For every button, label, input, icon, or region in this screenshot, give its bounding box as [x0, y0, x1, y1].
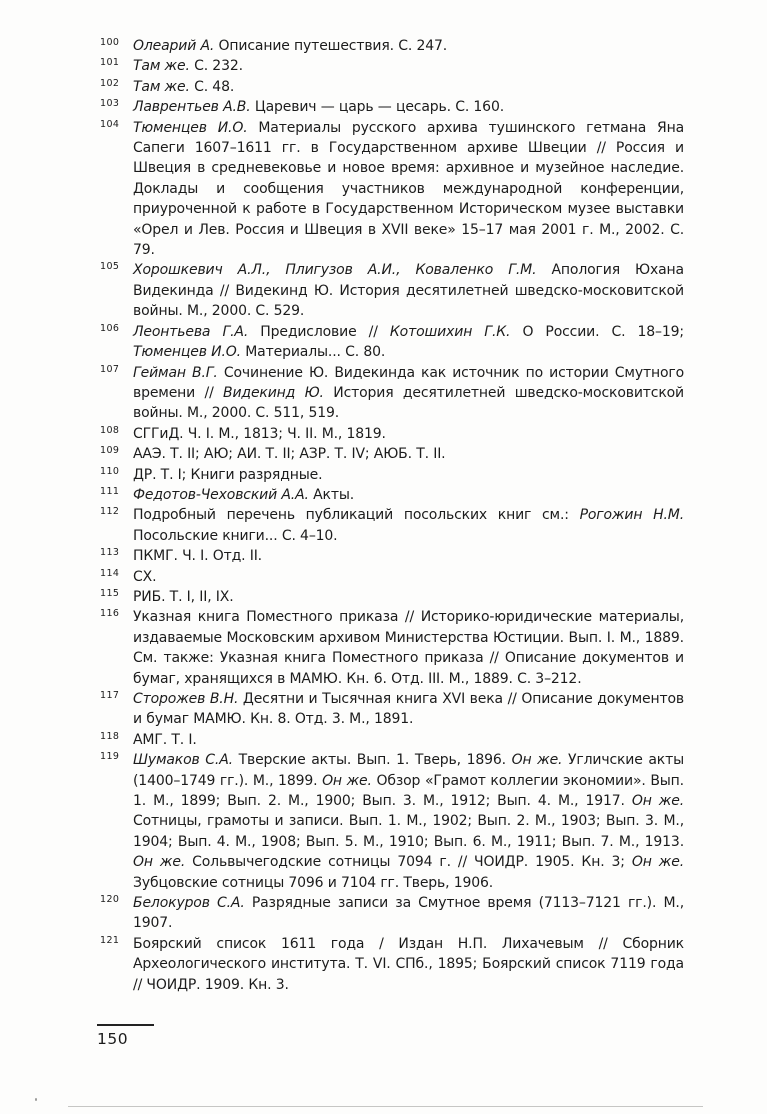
note-text-segment: О России. С. 18–19;: [510, 323, 684, 340]
note-author: Хорошкевич А.Л., Плигузов А.И., Коваленко Г.М.: [133, 262, 537, 279]
footer-rule: [97, 1024, 154, 1026]
note-text: [133, 365, 684, 422]
note-text: [133, 691, 684, 727]
note-number: 121: [100, 934, 120, 946]
note-text-segment: Боярский список 1611 года / Издан Н.П. Лихачевым // Сборник Археологического института. Т. VI. СПб., 1895; Боярский список 7119 года // ЧОИДР. 1909. Кн. 3.: [133, 935, 684, 993]
note-author: Он же.: [511, 752, 563, 769]
footnote-item: [100, 118, 684, 261]
note-author: Олеарий А.: [133, 38, 215, 54]
note-author: Лаврентьев А.В.: [133, 99, 251, 116]
note-text-segment: Материалы... С. 80.: [240, 344, 386, 361]
note-text: [133, 936, 684, 993]
note-text: [133, 548, 262, 564]
note-author: Белокуров С.А.: [133, 895, 245, 912]
notes-list: [100, 36, 684, 995]
note-author: Леонтьева Г.А.: [133, 323, 249, 340]
note-text-segment: СГГиД. Ч. I. М., 1813; Ч. II. М., 1819.: [133, 425, 386, 442]
footnote-item: [100, 567, 684, 587]
note-number: 105: [100, 261, 120, 273]
note-text-segment: История десятилетней шведско-московитской войны. М., 2000. С. 511, 519.: [133, 384, 685, 422]
footnote-item: [100, 363, 684, 424]
note-text-segment: Акты.: [308, 486, 355, 503]
page-footer: [97, 1024, 154, 1048]
note-number: 113: [100, 547, 120, 559]
note-text-segment: Зубцовские сотницы 7096 и 7104 гг. Тверь, 1906.: [133, 874, 494, 891]
footnote-item: [100, 893, 684, 934]
footnote-item: [100, 36, 684, 56]
note-text: [133, 589, 234, 605]
note-author: Шумаков С.А.: [133, 752, 233, 769]
note-number: 110: [100, 465, 120, 477]
note-number: 100: [100, 37, 120, 48]
note-text-segment: АМГ. Т. I.: [133, 731, 197, 748]
footnote-item: [100, 607, 684, 689]
note-text-segment: ААЭ. Т. II; АЮ; АИ. Т. II; АЗР. Т. IV; АЮБ. Т. II.: [133, 446, 446, 463]
note-author: Тюменцев И.О.: [133, 344, 241, 361]
note-text-segment: Обзор «Грамот коллегии экономии». Вып. 1. М., 1899; Вып. 2. М., 1900; Вып. 3. М., 1912; Вып. 4. М., 1917.: [133, 772, 684, 810]
note-number: 119: [100, 751, 120, 763]
note-text-segment: Сотницы, грамоты и записи. Вып. 1. М., 1902; Вып. 2. М., 1903; Вып. 3. М., 1904; Вып. 4. М., 1908; Вып. 5. М., 1910; Вып. 6. М., 1911; Вып. 7. М., 1913.: [133, 813, 684, 850]
note-text-segment: Материалы русского архива тушинского гетмана Яна Сапеги 1607–1611 гг. в Государственном архиве Швеции // Россия и Швеция в средневековье и новое время: архивное и музейное наследие. Доклады и сообщения участников международной конференции, приуроченной к работе в Государственном Историческом музее выставки «Орел и Лев. Россия и Швеция в XVII веке» 15–17 мая 2001 г. М., 2002. С. 79.: [133, 119, 684, 259]
note-text-segment: ДР. Т. I; Книги разрядные.: [133, 466, 323, 483]
note-author: Он же.: [133, 854, 186, 871]
note-text: [133, 262, 684, 319]
note-number: 117: [100, 690, 120, 701]
scan-artifact-speck: [35, 1098, 37, 1101]
note-number: 107: [100, 363, 120, 375]
footnote-item: [100, 322, 684, 363]
note-text-segment: Десятни и Тысячная книга XVI века // Описание документов и бумаг МАМЮ. Кн. 8. Отд. 3. М., 1891.: [133, 691, 684, 728]
note-author: Он же.: [631, 854, 684, 871]
note-author: Тюменцев И.О.: [133, 119, 248, 136]
note-author: Он же.: [631, 793, 685, 810]
note-text: [133, 58, 243, 74]
note-number: 116: [100, 608, 120, 620]
note-number: 114: [100, 567, 120, 579]
note-text-segment: Царевич — царь — цесарь. С. 160.: [250, 99, 504, 116]
page-number: 150: [97, 1030, 129, 1048]
note-text: [133, 895, 684, 931]
note-author: Видекинд Ю.: [223, 384, 324, 401]
note-text-segment: Описание путешествия. С. 247.: [214, 38, 448, 54]
note-author: Он же.: [322, 772, 372, 789]
footnote-item: [100, 97, 684, 117]
note-text-segment: Сочинение Ю. Видекинда как источник по истории Смутного времени //: [133, 364, 685, 401]
footnote-item: [100, 934, 684, 995]
note-text: [133, 120, 684, 258]
footnote-item: [100, 546, 684, 566]
note-text: [133, 426, 386, 442]
note-number: 108: [100, 424, 120, 436]
note-author: Рогожин Н.М.: [579, 507, 684, 524]
note-text: [133, 467, 322, 483]
note-text: [133, 446, 445, 462]
note-text: [133, 99, 504, 115]
note-number: 102: [100, 77, 120, 89]
note-author: Там же.: [133, 78, 190, 95]
note-author: Сторожев В.Н.: [133, 691, 239, 707]
note-number: 120: [100, 894, 120, 906]
note-text-segment: СХ.: [133, 568, 157, 585]
note-text-segment: С. 232.: [189, 58, 243, 75]
note-author: Там же.: [133, 58, 190, 75]
note-text: [133, 324, 684, 360]
note-number: 112: [100, 506, 120, 518]
note-number: 115: [100, 587, 120, 599]
note-number: 101: [100, 57, 120, 69]
scan-artifact-line: [68, 1106, 703, 1107]
footnote-item: [100, 56, 684, 76]
footnote-item: [100, 444, 684, 464]
note-text-segment: Подробный перечень публикаций посольских книг см.:: [133, 507, 580, 524]
note-number: 106: [100, 322, 120, 334]
note-text-segment: Указная книга Поместного приказа // Историко-юридические материалы, издаваемые Московским архивом Министерства Юстиции. Вып. I. М., 1889. См. также: Указная книга Поместного приказа // Описание документов и бумаг, хранящихся в МАМЮ. Кн. 6. Отд. III. М., 1889. С. 3–212.: [133, 609, 684, 687]
footnote-item: [100, 260, 684, 321]
note-text-segment: Разрядные записи за Смутное время (7113–7121 гг.). М., 1907.: [133, 895, 684, 932]
note-author: Гейман В.Г.: [133, 364, 218, 381]
footnote-item: [100, 689, 684, 730]
note-text-segment: Сольвычегодские сотницы 7094 г. // ЧОИДР. 1905. Кн. 3;: [185, 854, 632, 871]
note-text-segment: Тверские акты. Вып. 1. Тверь, 1896.: [232, 752, 512, 769]
note-text-segment: Предисловие //: [248, 323, 390, 340]
note-text: [133, 507, 684, 543]
note-text-segment: ПКМГ. Ч. I. Отд. II.: [133, 548, 262, 565]
note-text: [133, 609, 684, 686]
note-number: 118: [100, 730, 120, 742]
note-text: [133, 38, 447, 54]
note-number: 109: [100, 445, 120, 457]
note-number: 103: [100, 98, 120, 110]
note-number: 111: [100, 485, 120, 497]
note-number: 104: [100, 118, 120, 130]
note-text-segment: Посольские книги... С. 4–10.: [133, 527, 338, 544]
footnote-item: [100, 750, 684, 893]
footnote-item: [100, 485, 684, 505]
note-text-segment: Угличские акты (1400–1749 гг.). М., 1899.: [133, 752, 685, 789]
note-text: [133, 487, 354, 503]
note-text-segment: Апология Юхана Видекинда // Видекинд Ю. История десятилетней шведско-московитской войны. М., 2000. С. 529.: [133, 262, 684, 320]
note-text-segment: С. 48.: [189, 78, 235, 95]
footnote-item: [100, 730, 684, 750]
note-author: Федотов-Чеховский А.А.: [133, 486, 309, 503]
note-text: [133, 732, 197, 748]
footnote-item: [100, 77, 684, 97]
note-text-segment: РИБ. Т. I, II, IX.: [133, 588, 234, 605]
note-text: [133, 752, 684, 890]
note-text: [133, 79, 234, 95]
note-text: [133, 569, 156, 585]
footnote-item: [100, 505, 684, 546]
note-author: Котошихин Г.К.: [389, 323, 511, 340]
footnote-item: [100, 424, 684, 444]
footnote-item: [100, 465, 684, 485]
footnote-item: [100, 587, 684, 607]
